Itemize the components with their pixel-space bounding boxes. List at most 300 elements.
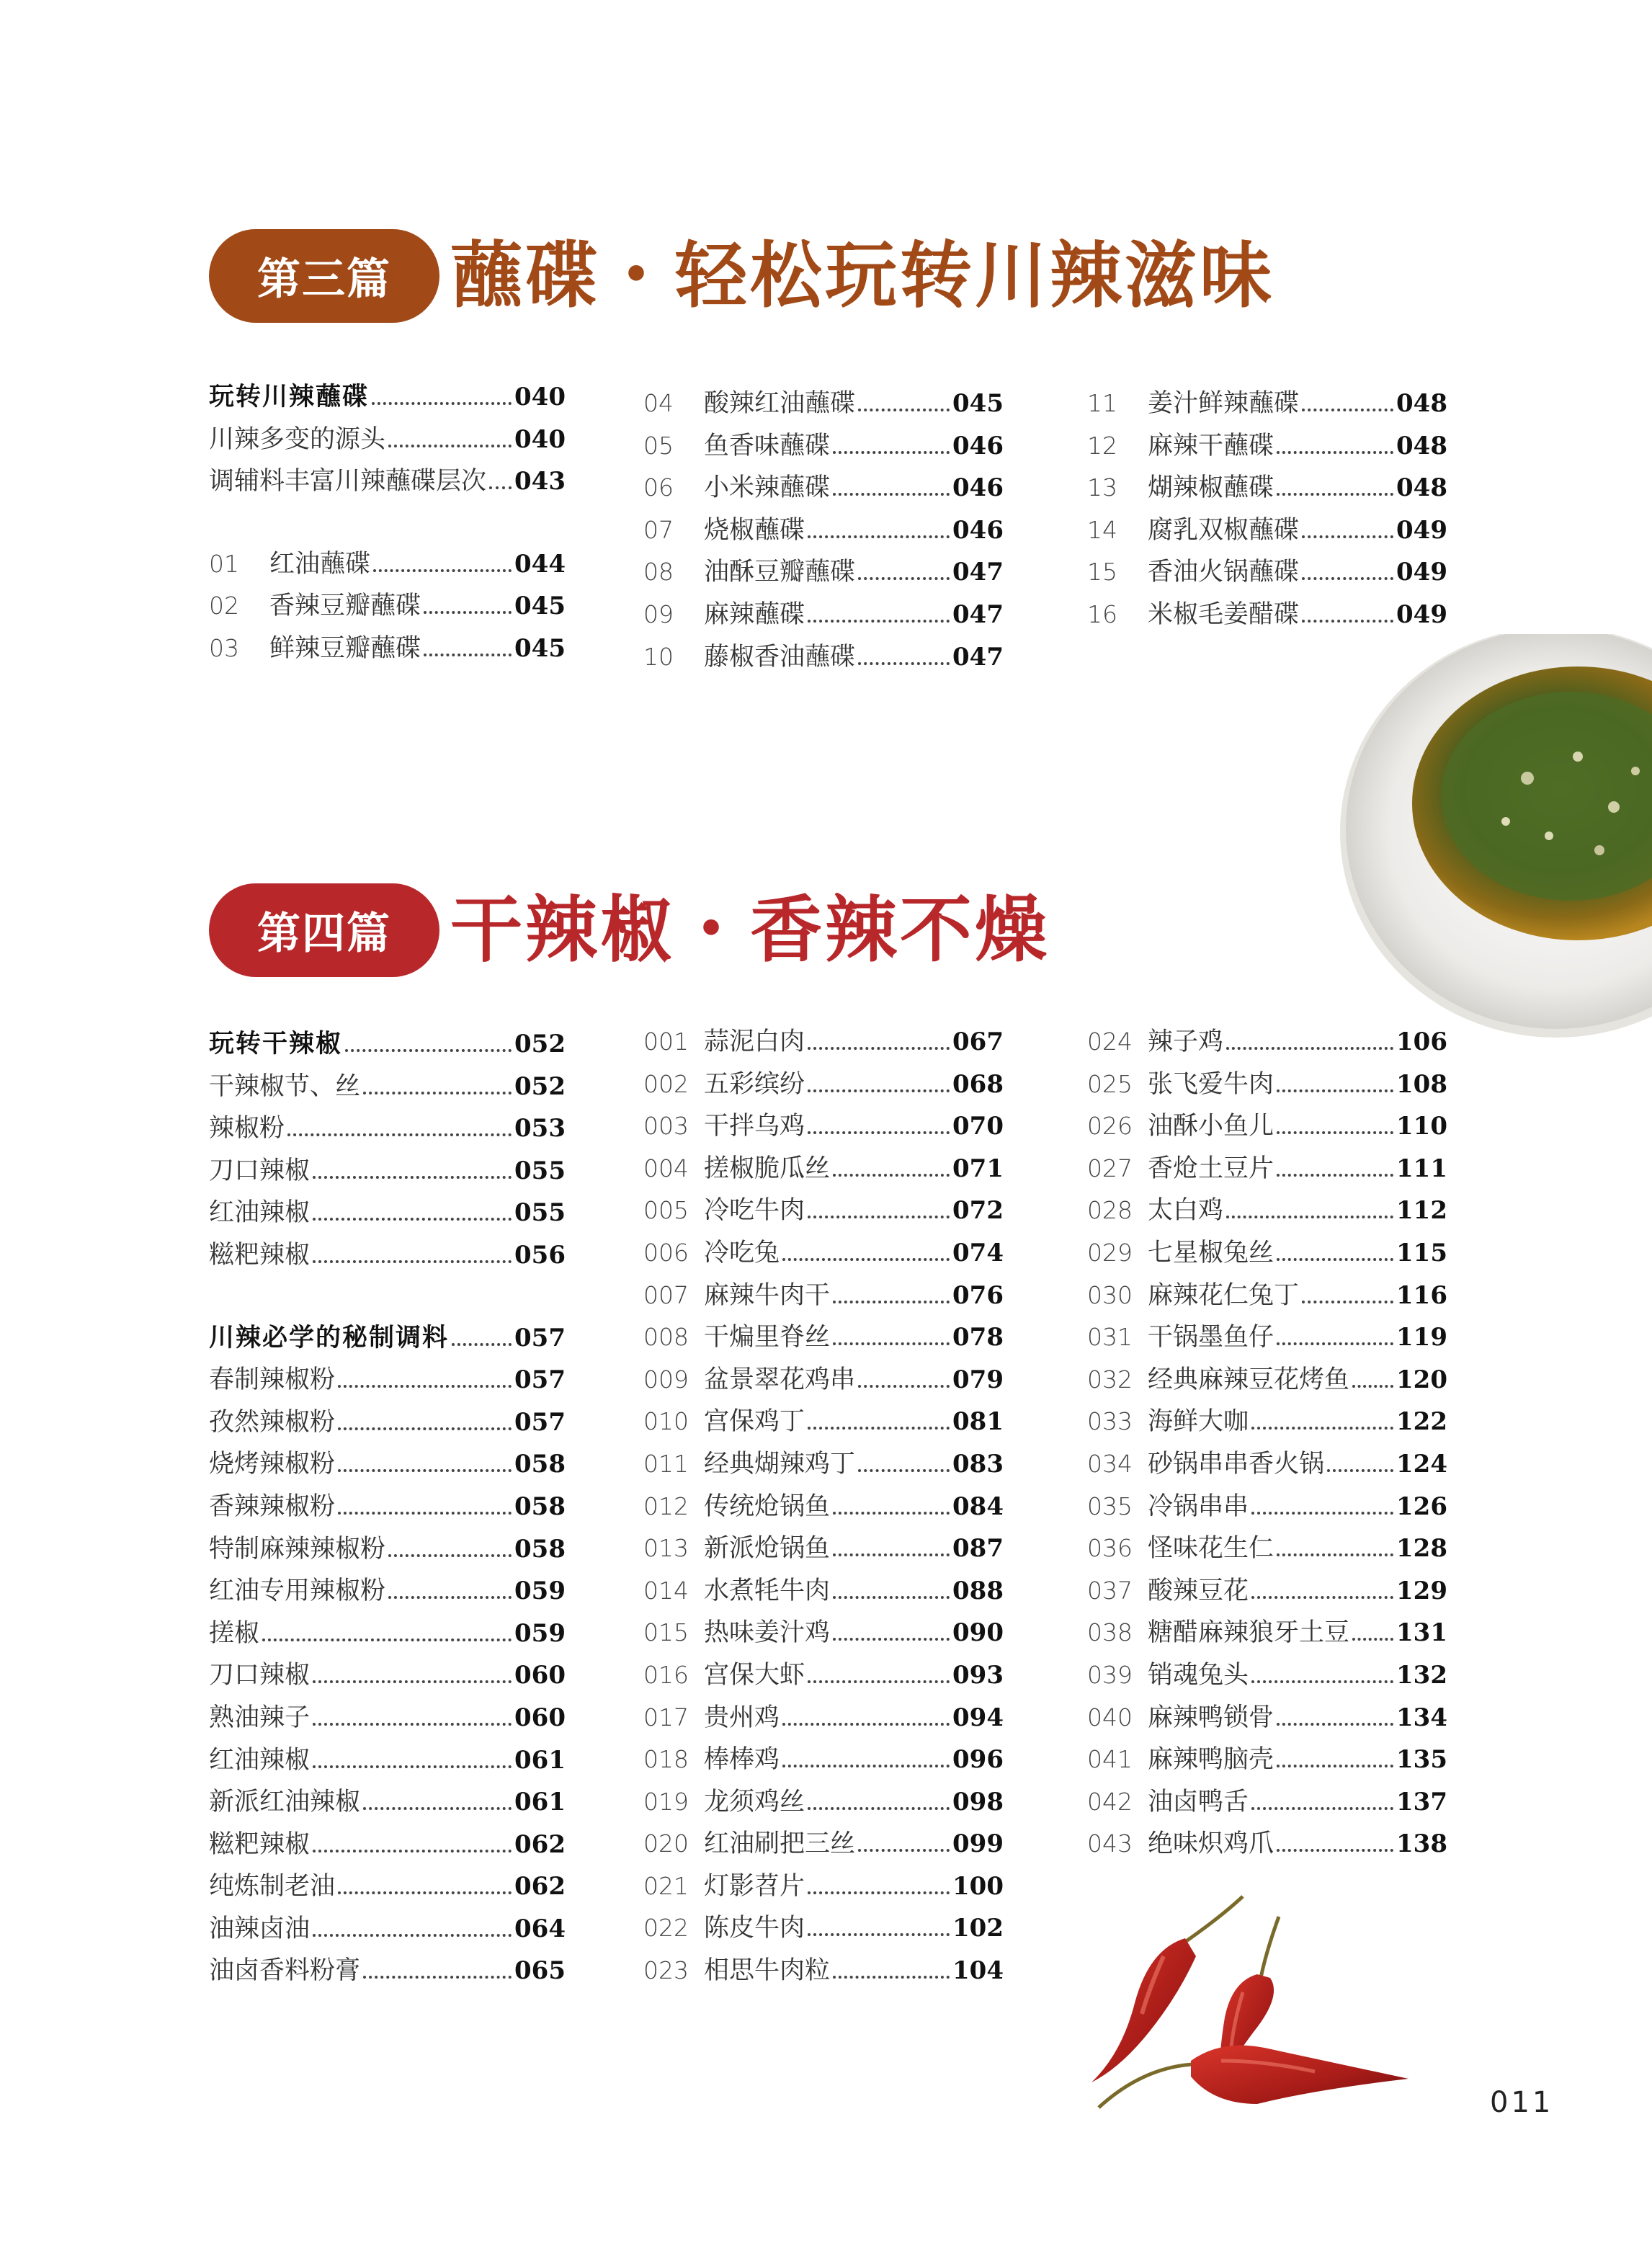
toc-entry-title: 烧烤辣椒粉 [209,1450,336,1479]
toc-entry[interactable] [1087,1486,1447,1528]
toc-entry[interactable] [1087,1654,1447,1697]
toc-entry-title: 油酥豆瓣蘸碟 [704,558,856,587]
toc-entry-number: 09 [643,599,674,628]
toc-entry-number: 010 [643,1407,689,1436]
toc-entry[interactable] [643,1907,1004,1950]
toc-entry[interactable] [643,1401,1004,1443]
toc-entry[interactable] [1087,1697,1447,1739]
toc-entry[interactable] [209,1908,566,1950]
dot-leader [1277,1174,1393,1177]
dot-leader [833,1512,950,1515]
toc-entry-title: 销魂兔头 [1148,1660,1249,1690]
toc-section-heading[interactable] [209,376,566,419]
dot-leader [782,1258,950,1261]
toc-entry-title: 干拌乌鸡 [704,1112,805,1141]
toc-entry[interactable] [209,1781,566,1824]
part3-col1 [209,376,566,670]
toc-entry-number: 019 [643,1787,689,1816]
toc-entry[interactable] [1087,1021,1447,1064]
dot-leader [313,1260,512,1263]
dot-leader [1251,1596,1393,1599]
toc-entry-title: 干辣椒节、丝 [209,1071,361,1101]
toc-entry-page: 057 [514,1365,566,1395]
dot-leader [1327,1469,1393,1472]
toc-entry[interactable] [1087,383,1447,425]
toc-entry-number: 033 [1087,1407,1133,1436]
dot-leader [372,402,512,405]
toc-entry-number: 039 [1087,1660,1133,1689]
toc-entry-title: 油卤鸭舌 [1148,1787,1249,1816]
toc-entry-title: 红油蘸碟 [269,549,371,579]
toc-entry-title: 红油刷把三丝 [704,1829,856,1859]
toc-entry-page: 048 [1396,389,1447,418]
toc-entry-page: 058 [514,1534,566,1564]
toc-entry-number: 018 [643,1745,689,1774]
toc-entry[interactable] [1087,594,1447,636]
toc-entry-title: 藤椒香油蘸碟 [704,642,856,672]
toc-entry[interactable] [643,1950,1004,1992]
toc-entry[interactable] [1087,1781,1447,1824]
toc-entry-title: 新派炝锅鱼 [704,1534,831,1564]
toc-entry-page: 111 [1396,1154,1447,1183]
dot-leader [313,1218,512,1221]
toc-entry[interactable] [1087,1275,1447,1317]
toc-entry-title: 搓椒 [209,1618,260,1648]
toc-entry[interactable] [643,1148,1004,1190]
toc-entry-title: 鱼香味蘸碟 [704,431,831,460]
toc-entry[interactable] [1087,1739,1447,1781]
toc-entry[interactable] [643,1232,1004,1275]
toc-entry-title: 海鲜大咖 [1148,1407,1249,1437]
toc-entry-page: 056 [514,1240,566,1270]
toc-entry[interactable] [643,1443,1004,1486]
dot-leader [1251,1512,1393,1515]
toc-entry[interactable] [209,1359,566,1401]
toc-entry-page: 067 [952,1027,1004,1056]
toc-entry-title: 刀口辣椒 [209,1661,311,1690]
toc-entry[interactable] [209,1150,566,1192]
dot-leader [808,1131,950,1134]
toc-entry-number: 13 [1087,473,1117,502]
toc-entry-number: 011 [643,1449,689,1478]
toc-entry-page: 046 [952,431,1004,460]
toc-entry[interactable] [643,551,1004,594]
part3-title: 蘸碟・轻松玩转川辣滋味 [450,233,1274,318]
dot-leader [338,1891,512,1894]
toc-entry[interactable] [643,1275,1004,1317]
part3-badge: 第三篇 [209,229,439,323]
dot-leader [808,1047,950,1050]
toc-entry-number: 035 [1087,1492,1133,1520]
toc-entry-title: 小米辣蘸碟 [704,473,831,503]
dot-leader [1277,493,1393,496]
toc-entry[interactable] [209,1066,566,1108]
toc-entry-number: 034 [1087,1449,1133,1478]
toc-entry-title: 玩转干辣椒 [209,1030,343,1058]
dot-leader [1277,1089,1393,1092]
toc-entry-number: 01 [209,549,239,578]
toc-entry-page: 126 [1396,1492,1447,1521]
dot-leader [858,1469,950,1472]
toc-entry-number: 015 [643,1618,689,1647]
toc-entry[interactable] [643,1316,1004,1359]
toc-entry-title: 传统炝锅鱼 [704,1492,831,1521]
toc-entry-page: 055 [514,1156,566,1185]
toc-entry-page: 047 [952,558,1004,587]
toc-entry-page: 058 [514,1492,566,1521]
toc-entry[interactable] [209,460,566,503]
toc-entry-number: 10 [643,642,674,671]
toc-entry-title: 麻辣牛肉干 [704,1280,831,1310]
toc-entry[interactable] [643,1528,1004,1570]
toc-entry-page: 068 [952,1069,1004,1099]
dot-leader [313,1176,512,1179]
toc-entry-title: 盆景翠花鸡串 [704,1365,856,1394]
toc-entry-title: 麻辣花仁兔丁 [1148,1280,1300,1310]
toc-entry[interactable] [643,1697,1004,1739]
toc-entry-title: 热味姜汁鸡 [704,1618,831,1648]
dot-leader [833,1638,950,1641]
toc-entry-page: 083 [952,1449,1004,1479]
toc-entry-page: 128 [1396,1534,1447,1564]
toc-entry-number: 020 [643,1829,689,1858]
toc-entry-title: 油卤香料粉膏 [209,1956,361,1986]
dot-leader [808,1427,950,1430]
toc-entry[interactable] [643,467,1004,509]
toc-entry-number: 15 [1087,558,1117,587]
toc-entry[interactable] [643,1865,1004,1908]
toc-entry-page: 040 [514,383,566,411]
toc-entry[interactable] [643,1064,1004,1106]
toc-entry-page: 081 [952,1407,1004,1437]
toc-entry[interactable] [209,628,566,670]
dot-leader [345,1049,512,1052]
part3-col2 [643,383,1004,678]
toc-entry[interactable] [643,1570,1004,1613]
toc-entry[interactable] [643,1105,1004,1148]
dot-leader [1251,1680,1393,1683]
toc-entry[interactable] [209,1192,566,1234]
toc-entry-title: 红油辣椒 [209,1198,311,1228]
toc-section-heading[interactable] [209,1023,566,1066]
toc-entry-number: 11 [1087,389,1117,417]
dot-leader [808,535,950,538]
toc-entry[interactable] [209,1950,566,1992]
toc-entry-title: 腐乳双椒蘸碟 [1148,515,1300,545]
toc-entry-title: 糍粑辣椒 [209,1829,311,1859]
toc-entry[interactable] [1087,1401,1447,1443]
toc-entry-page: 072 [952,1196,1004,1226]
toc-entry[interactable] [1087,425,1447,468]
toc-entry-title: 烧椒蘸碟 [704,515,805,545]
dot-leader [782,1723,950,1726]
toc-entry-page: 094 [952,1703,1004,1732]
toc-entry[interactable] [1087,1443,1447,1486]
dot-leader [782,1765,950,1767]
toc-entry-page: 060 [514,1661,566,1690]
toc-entry-title: 红油专用辣椒粉 [209,1577,386,1606]
toc-entry-number: 006 [643,1238,689,1267]
toc-entry-number: 021 [643,1871,689,1900]
toc-entry[interactable] [643,1190,1004,1232]
toc-entry-title: 糍粑辣椒 [209,1240,311,1270]
toc-entry-title: 宫保大虾 [704,1660,805,1690]
toc-entry-number: 028 [1087,1196,1133,1225]
toc-entry-page: 134 [1396,1703,1447,1732]
dot-leader [452,1343,512,1346]
dot-leader [424,654,512,656]
toc-entry-number: 003 [643,1112,689,1141]
toc-entry[interactable] [1087,1528,1447,1570]
toc-entry-title: 干锅墨鱼仔 [1148,1323,1274,1352]
toc-entry-title: 酸辣红油蘸碟 [704,389,856,418]
toc-entry[interactable] [643,1486,1004,1528]
toc-entry-page: 138 [1396,1829,1447,1859]
toc-entry[interactable] [209,1443,566,1486]
toc-entry[interactable] [643,636,1004,679]
sauce-bowl-photo [1340,634,1652,1038]
toc-entry[interactable] [209,1824,566,1866]
toc-entry-number: 032 [1087,1365,1133,1394]
toc-entry[interactable] [643,594,1004,636]
dot-leader [313,1723,512,1726]
toc-entry[interactable] [209,1739,566,1782]
part4-badge: 第四篇 [209,883,439,977]
toc-entry-title: 油酥小鱼儿 [1148,1112,1274,1141]
toc-entry[interactable] [1087,509,1447,552]
toc-entry[interactable] [209,1401,566,1444]
toc-entry[interactable] [209,585,566,628]
toc-entry-page: 062 [514,1872,566,1901]
dot-leader [1302,1301,1393,1303]
dot-leader [1226,1216,1393,1218]
toc-entry[interactable] [209,1486,566,1528]
dot-leader [858,1849,950,1852]
toc-entry-number: 042 [1087,1787,1133,1816]
toc-entry-number: 002 [643,1069,689,1098]
toc-entry-title: 太白鸡 [1148,1196,1224,1226]
dot-leader [338,1385,512,1388]
toc-entry-number: 017 [643,1703,689,1731]
toc-entry-page: 135 [1396,1745,1447,1775]
toc-entry-title: 川辣多变的源头 [209,424,386,454]
toc-entry-number: 036 [1087,1534,1133,1563]
toc-entry-number: 08 [643,558,674,587]
dot-leader [1352,1385,1393,1388]
toc-entry-page: 074 [952,1238,1004,1267]
toc-entry-page: 049 [1396,515,1447,545]
toc-entry[interactable] [1087,1823,1447,1865]
toc-entry[interactable] [1087,1612,1447,1654]
toc-entry-page: 058 [514,1450,566,1479]
toc-entry[interactable] [209,1697,566,1739]
dot-leader [313,1680,512,1683]
toc-entry[interactable] [1087,1148,1447,1190]
dot-leader [388,1554,512,1557]
toc-entry-page: 110 [1396,1112,1447,1141]
toc-entry[interactable] [1087,1105,1447,1148]
toc-entry-page: 090 [952,1618,1004,1648]
toc-entry-title: 麻辣干蘸碟 [1148,431,1274,460]
toc-entry-page: 099 [952,1829,1004,1859]
toc-entry[interactable] [1087,1064,1447,1106]
toc-entry[interactable] [1087,1570,1447,1613]
toc-entry-title: 刀口辣椒 [209,1156,311,1185]
toc-entry-title: 川辣必学的秘制调料 [209,1323,450,1352]
toc-entry-title: 搓椒脆瓜丝 [704,1154,831,1183]
toc-entry-page: 131 [1396,1618,1447,1648]
dot-leader [262,1639,512,1641]
toc-entry-number: 016 [643,1660,689,1689]
toc-section-heading[interactable] [209,1317,566,1360]
dot-leader [338,1469,512,1472]
toc-gap [209,503,566,543]
toc-entry-title: 麻辣鸭锁骨 [1148,1703,1274,1732]
toc-entry[interactable] [643,1359,1004,1401]
toc-entry-title: 陈皮牛肉 [704,1914,805,1943]
toc-entry-title: 纯炼制老油 [209,1872,336,1901]
toc-entry-title: 香炝土豆片 [1148,1154,1274,1183]
toc-entry[interactable] [209,419,566,461]
dot-leader [833,1342,950,1345]
toc-entry-page: 049 [1396,599,1447,629]
toc-entry-number: 027 [1087,1154,1133,1182]
toc-entry-number: 037 [1087,1576,1133,1605]
toc-entry-page: 115 [1396,1238,1447,1267]
toc-entry-number: 007 [643,1280,689,1309]
toc-entry-number: 025 [1087,1069,1133,1098]
toc-entry-number: 013 [643,1534,689,1563]
toc-entry[interactable] [643,1823,1004,1865]
toc-entry[interactable] [643,1021,1004,1064]
toc-entry[interactable] [643,1654,1004,1697]
dot-leader [1277,1849,1393,1852]
toc-entry-number: 06 [643,473,674,502]
toc-entry[interactable] [209,1613,566,1655]
toc-entry-title: 水煮牦牛肉 [704,1576,831,1605]
toc-entry-title: 新派红油辣椒 [209,1788,361,1817]
toc-entry-title: 孜然辣椒粉 [209,1407,336,1437]
toc-entry[interactable] [209,1528,566,1571]
dot-leader [1251,1427,1393,1430]
toc-entry-page: 055 [514,1198,566,1228]
toc-entry[interactable] [1087,1359,1447,1401]
toc-entry-title: 相思牛肉粒 [704,1956,831,1986]
toc-entry-title: 张飞爱牛肉 [1148,1069,1274,1099]
toc-entry-page: 048 [1396,473,1447,503]
toc-entry[interactable] [209,1865,566,1908]
toc-entry-page: 137 [1396,1787,1447,1816]
toc-entry-number: 12 [1087,431,1117,460]
toc-entry-page: 046 [952,515,1004,545]
toc-entry[interactable] [643,509,1004,552]
toc-entry-number: 023 [643,1956,689,1985]
dot-leader [313,1934,512,1937]
dot-leader [313,1850,512,1852]
toc-entry-title: 酸辣豆花 [1148,1576,1249,1605]
toc-entry[interactable] [1087,1316,1447,1359]
toc-entry[interactable] [643,425,1004,468]
toc-entry[interactable] [643,1781,1004,1824]
toc-entry-title: 经典麻辣豆花烤鱼 [1148,1365,1350,1394]
toc-entry-page: 062 [514,1829,566,1859]
toc-entry[interactable] [209,1570,566,1613]
toc-entry-number: 014 [643,1576,689,1605]
toc-entry-number: 009 [643,1365,689,1394]
toc-gap [209,1277,566,1317]
toc-entry-number: 008 [643,1323,689,1352]
toc-entry-number: 012 [643,1492,689,1520]
toc-entry-title: 冷吃牛肉 [704,1196,805,1226]
dot-leader [363,1807,512,1810]
toc-entry-title: 糖醋麻辣狼牙土豆 [1148,1618,1350,1648]
toc-entry-page: 088 [952,1576,1004,1605]
toc-entry[interactable] [1087,467,1447,509]
dot-leader [1277,1342,1393,1345]
toc-entry[interactable] [209,543,566,586]
dot-leader [363,1092,512,1094]
dot-leader [858,662,950,665]
toc-entry-title: 经典煳辣鸡丁 [704,1449,856,1479]
toc-entry-number: 03 [209,633,239,662]
toc-entry[interactable] [643,383,1004,425]
dot-leader [1277,451,1393,454]
toc-entry-number: 024 [1087,1027,1133,1056]
toc-entry-title: 干煸里脊丝 [704,1323,831,1352]
dot-leader [1251,1807,1393,1810]
toc-entry[interactable] [209,1107,566,1150]
toc-entry-page: 047 [952,599,1004,629]
toc-entry[interactable] [643,1612,1004,1654]
toc-entry-page: 045 [514,633,566,663]
part4-title: 干辣椒・香辣不燥 [450,888,1050,972]
toc-entry-page: 071 [952,1154,1004,1183]
toc-entry-page: 061 [514,1788,566,1817]
toc-entry-title: 冷锅串串 [1148,1492,1249,1521]
toc-entry-page: 120 [1396,1365,1447,1394]
toc-entry-title: 贵州鸡 [704,1703,780,1732]
toc-entry-number: 043 [1087,1829,1133,1858]
toc-entry-title: 香辣豆瓣蘸碟 [269,592,421,621]
toc-entry-title: 香油火锅蘸碟 [1148,558,1300,587]
toc-entry-page: 044 [514,549,566,579]
toc-entry-number: 041 [1087,1745,1133,1774]
toc-entry-title: 麻辣鸭脑壳 [1148,1745,1274,1775]
toc-entry-number: 031 [1087,1323,1133,1352]
toc-entry-page: 122 [1396,1407,1447,1437]
toc-entry-title: 煳辣椒蘸碟 [1148,473,1274,503]
dot-leader [373,569,512,572]
toc-entry-page: 116 [1396,1280,1447,1310]
toc-entry[interactable] [1087,551,1447,594]
toc-entry[interactable] [643,1739,1004,1781]
dot-leader [808,1680,950,1683]
toc-entry[interactable] [209,1654,566,1697]
toc-entry-number: 14 [1087,515,1117,544]
dot-leader [1302,409,1393,411]
toc-entry-number: 029 [1087,1238,1133,1267]
toc-entry-page: 046 [952,473,1004,503]
toc-entry-page: 087 [952,1534,1004,1564]
toc-entry[interactable] [1087,1190,1447,1232]
toc-entry-page: 052 [514,1030,566,1058]
dot-leader [1277,1553,1393,1556]
dot-leader [858,577,950,580]
toc-entry-number: 07 [643,515,674,544]
toc-entry[interactable] [1087,1232,1447,1275]
toc-entry[interactable] [209,1234,566,1277]
toc-entry-title: 鲜辣豆瓣蘸碟 [269,633,421,663]
